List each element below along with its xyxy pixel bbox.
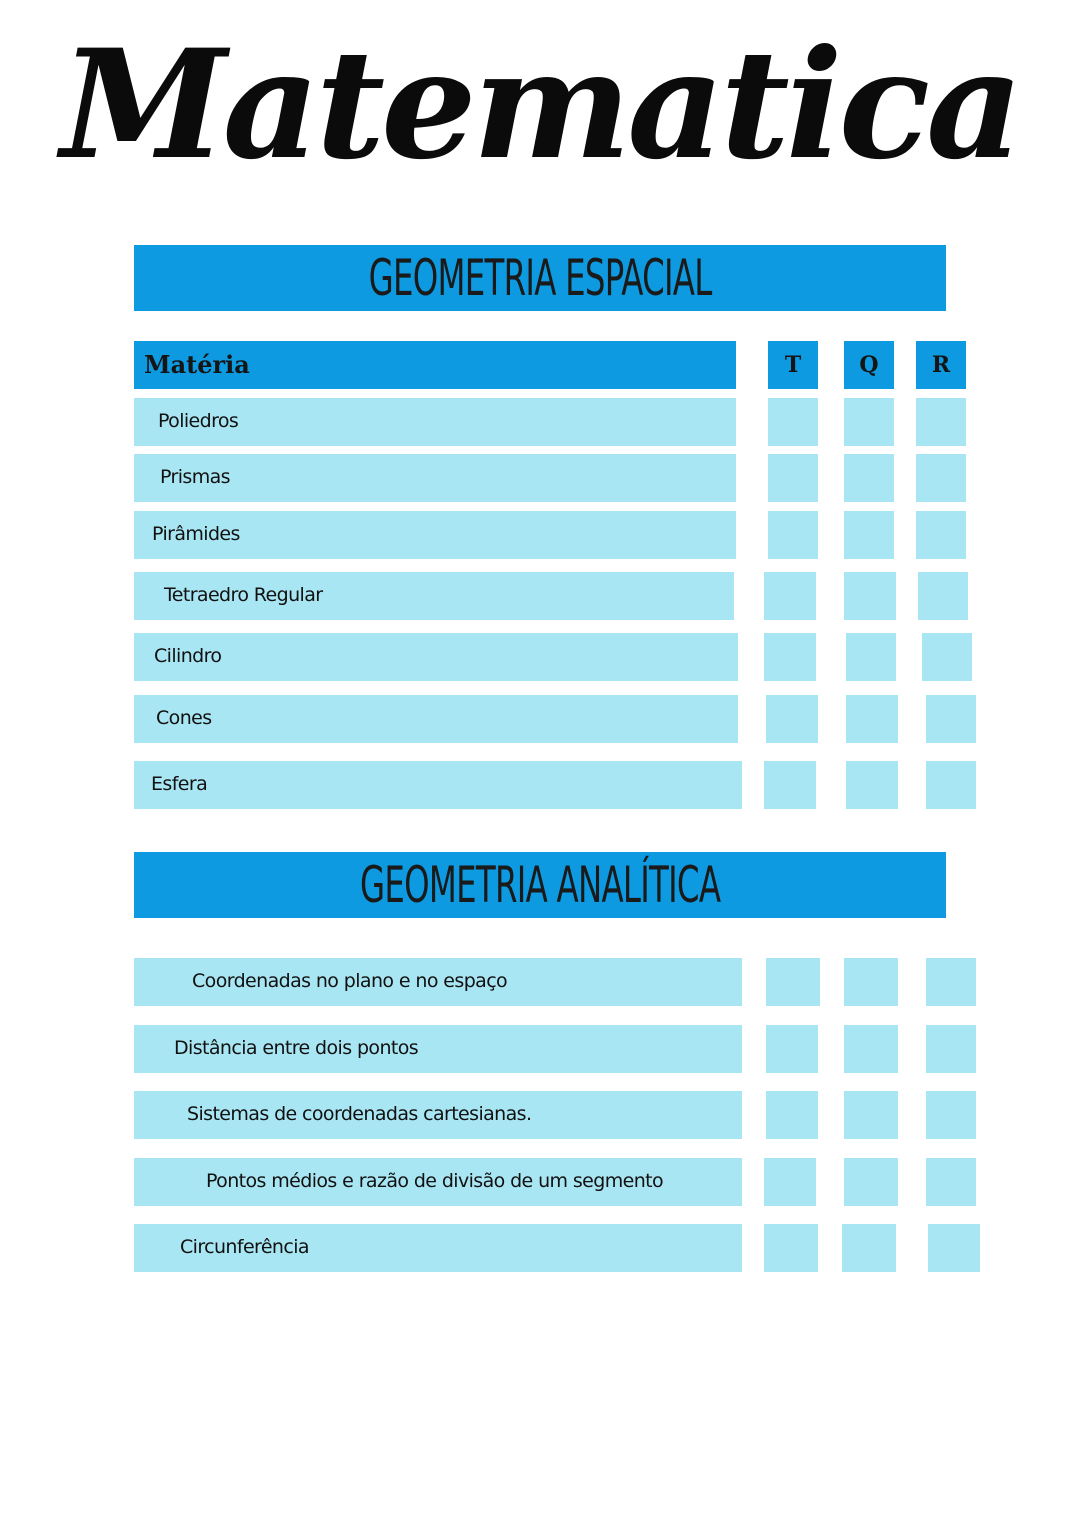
checkbox-r[interactable] — [926, 958, 976, 1006]
table-row — [134, 633, 984, 681]
checkbox-q[interactable] — [844, 454, 894, 502]
checkbox-t[interactable] — [768, 454, 818, 502]
row-label: Poliedros — [134, 398, 736, 446]
checkbox-r[interactable] — [926, 695, 976, 743]
section-banner-geometria-analitica — [134, 852, 946, 918]
checkbox-t[interactable] — [766, 1091, 818, 1139]
checkbox-r[interactable] — [926, 1158, 976, 1206]
row-label: Tetraedro Regular — [134, 572, 734, 620]
row-label: Circunferência — [134, 1224, 742, 1272]
section-banner-geometria-espacial — [134, 245, 946, 311]
checkbox-q[interactable] — [844, 1025, 898, 1073]
table-header — [134, 341, 974, 389]
checkbox-r[interactable] — [926, 761, 976, 809]
section-title: GEOMETRIA ESPACIAL — [368, 249, 712, 307]
checkbox-q[interactable] — [846, 695, 898, 743]
checkbox-r[interactable] — [926, 1025, 976, 1073]
checkbox-r[interactable] — [928, 1224, 980, 1272]
table-row — [134, 695, 984, 743]
header-col-q: Q — [844, 341, 894, 389]
row-label: Prismas — [134, 454, 736, 502]
checkbox-r[interactable] — [916, 511, 966, 559]
checkbox-q[interactable] — [844, 511, 894, 559]
checkbox-t[interactable] — [764, 1158, 816, 1206]
row-label: Pontos médios e razão de divisão de um segmento — [134, 1158, 742, 1206]
table-row — [134, 454, 984, 502]
row-label: Cones — [134, 695, 738, 743]
table-row — [134, 1224, 984, 1272]
table-row — [134, 511, 984, 559]
table-row — [134, 761, 984, 809]
header-col-t: T — [768, 341, 818, 389]
table-row — [134, 958, 984, 1006]
table-row — [134, 1025, 984, 1073]
checkbox-t[interactable] — [766, 958, 820, 1006]
row-label: Distância entre dois pontos — [134, 1025, 742, 1073]
checkbox-r[interactable] — [916, 454, 966, 502]
checkbox-r[interactable] — [918, 572, 968, 620]
table-row — [134, 572, 984, 620]
checkbox-t[interactable] — [768, 398, 818, 446]
row-label: Sistemas de coordenadas cartesianas. — [134, 1091, 742, 1139]
checkbox-r[interactable] — [916, 398, 966, 446]
checkbox-r[interactable] — [922, 633, 972, 681]
checkbox-q[interactable] — [842, 1224, 896, 1272]
header-col-r: R — [916, 341, 966, 389]
section-title: GEOMETRIA ANALÍTICA — [359, 856, 721, 914]
checkbox-t[interactable] — [766, 695, 818, 743]
checkbox-q[interactable] — [844, 1158, 898, 1206]
checkbox-t[interactable] — [764, 633, 816, 681]
row-label: Esfera — [134, 761, 742, 809]
checkbox-t[interactable] — [764, 572, 816, 620]
checkbox-t[interactable] — [764, 761, 816, 809]
checkbox-q[interactable] — [844, 1091, 898, 1139]
row-label: Coordenadas no plano e no espaço — [134, 958, 742, 1006]
checkbox-t[interactable] — [768, 511, 818, 559]
checkbox-q[interactable] — [844, 958, 898, 1006]
checkbox-t[interactable] — [764, 1224, 818, 1272]
checkbox-q[interactable] — [844, 398, 894, 446]
checkbox-q[interactable] — [844, 572, 896, 620]
page-title: Matematica — [60, 17, 1020, 193]
row-label: Pirâmides — [134, 511, 736, 559]
table-row — [134, 398, 984, 446]
table-row — [134, 1091, 984, 1139]
header-materia: Matéria — [134, 341, 736, 389]
checkbox-q[interactable] — [846, 633, 896, 681]
checkbox-q[interactable] — [846, 761, 898, 809]
checkbox-t[interactable] — [766, 1025, 818, 1073]
checkbox-r[interactable] — [926, 1091, 976, 1139]
row-label: Cilindro — [134, 633, 738, 681]
table-row — [134, 1158, 984, 1206]
